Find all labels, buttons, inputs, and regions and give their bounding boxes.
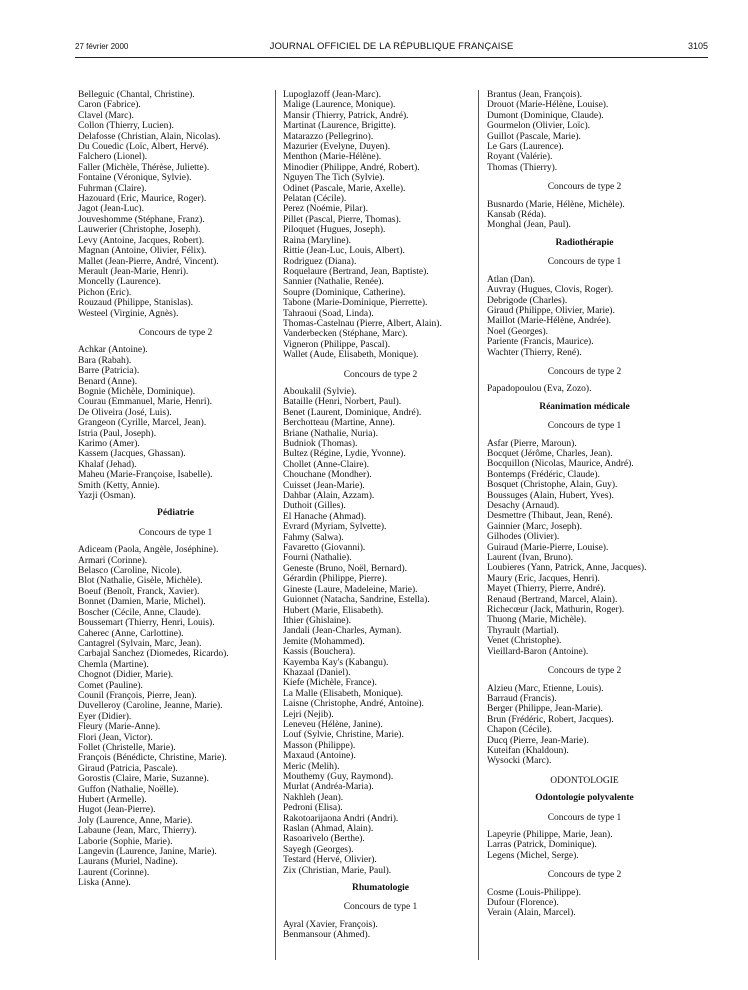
list-entry: Fleury (Marie-Anne). xyxy=(78,722,161,733)
list-entry: Kassis (Bouchera). xyxy=(283,647,356,658)
list-entry: Belasco (Caroline, Nicole). xyxy=(78,566,182,577)
list-entry: Gorostis (Claire, Marie, Suzanne). xyxy=(78,774,209,785)
list-entry: Aboukalil (Sylvie). xyxy=(283,386,357,397)
concours-heading: Concours de type 1 xyxy=(547,812,622,823)
concours-heading: Concours de type 2 xyxy=(547,870,622,881)
list-entry: Lauwerier (Christophe, Joseph). xyxy=(78,225,201,236)
list-entry: Debrigode (Charles). xyxy=(487,295,568,306)
list-entry: Levy (Antoine, Jacques, Robert). xyxy=(78,235,205,246)
list-entry: Nguyen The Tich (Sylvie). xyxy=(283,173,385,184)
list-entry: Rittie (Jean-Luc, Louis, Albert). xyxy=(283,246,405,257)
list-entry: Guillot (Pascale, Marie). xyxy=(487,131,581,142)
list-entry: Cuisset (Jean-Marie). xyxy=(283,480,365,491)
list-entry: Bognie (Michèle, Dominique). xyxy=(78,386,196,397)
concours-heading: Concours de type 2 xyxy=(343,369,418,380)
list-entry: Delafosse (Christian, Alain, Nicolas). xyxy=(78,131,221,142)
list-entry: Laurent (Ivan, Bruno). xyxy=(487,553,573,564)
list-entry: Soupre (Dominique, Catherine). xyxy=(283,287,406,298)
list-entry: Piloquet (Hugues, Joseph). xyxy=(283,225,386,236)
specialty-heading: Réanimation médicale xyxy=(539,401,630,412)
list-entry: Bosquet (Christophe, Alain, Guy). xyxy=(487,480,618,491)
list-entry: Boussemart (Thierry, Henri, Louis). xyxy=(78,618,215,629)
list-entry: Belleguic (Chantal, Christine). xyxy=(78,90,195,100)
list-entry: Ithier (Ghislaine). xyxy=(283,615,352,626)
column-separator-2 xyxy=(478,90,479,960)
list-entry: Hubert (Armelle). xyxy=(78,795,147,805)
list-entry: Guionnet (Natacha, Sandrine, Estella). xyxy=(283,595,430,606)
list-entry: Berger (Philippe, Jean-Marie). xyxy=(487,704,603,715)
list-entry: Menthon (Marie-Hélène). xyxy=(283,152,382,163)
list-entry: Giraud (Patricia, Pascale). xyxy=(78,763,178,774)
list-entry: Thyrault (Martial). xyxy=(487,625,559,636)
list-entry: Fourni (Nathalie). xyxy=(283,553,352,564)
list-entry: Rasoarivelo (Berthe). xyxy=(283,834,365,845)
list-entry: Le Gars (Laurence). xyxy=(487,142,564,153)
list-entry: Mouthemy (Guy, Raymond). xyxy=(283,772,394,782)
list-entry: Vieillard-Baron (Antoine). xyxy=(487,646,589,657)
list-entry: Maheu (Marie-Françoise, Isabelle). xyxy=(78,470,213,481)
list-entry: Chollet (Anne-Claire). xyxy=(283,459,370,470)
list-entry: Comet (Pauline). xyxy=(78,680,143,691)
list-entry: Ayral (Xavier, François). xyxy=(283,919,378,930)
list-entry: Zix (Christian, Marie, Paul). xyxy=(283,865,392,876)
list-entry: Liska (Anne). xyxy=(78,878,131,889)
list-entry: La Malle (Elisabeth, Monique). xyxy=(283,688,404,699)
list-entry: Favaretto (Giovanni). xyxy=(283,543,366,554)
list-entry: Thomas (Thierry). xyxy=(487,162,558,173)
list-entry: Gérardin (Philippe, Pierre). xyxy=(283,574,387,585)
list-entry: Hubert (Marie, Elisabeth). xyxy=(283,605,384,616)
concours-heading: Concours de type 2 xyxy=(138,327,213,338)
list-entry: Barraud (Francis). xyxy=(487,693,557,704)
list-entry: Brun (Frédéric, Robert, Jacques). xyxy=(487,714,614,725)
list-entry: El Hanache (Ahmad). xyxy=(283,511,367,522)
list-entry: Matarazzo (Pellegrino). xyxy=(283,131,374,142)
list-entry: Rakotoarijaona Andri (Andri). xyxy=(283,813,399,824)
list-entry: Renaud (Bertrand, Marcel, Alain). xyxy=(487,594,618,605)
concours-heading: Concours de type 1 xyxy=(547,257,622,268)
list-entry: Lapeyrie (Philippe, Marie, Jean). xyxy=(487,829,613,840)
list-entry: Gineste (Laure, Madeleine, Marie). xyxy=(283,584,418,595)
list-entry: Chapon (Cécile). xyxy=(487,725,552,736)
list-entry: Perez (Noémie, Pilar). xyxy=(283,204,368,215)
list-entry: Mayet (Thierry, Pierre, André). xyxy=(487,584,606,595)
list-entry: Roquelaure (Bertrand, Jean, Baptiste). xyxy=(283,266,429,277)
list-entry: Laurans (Muriel, Nadine). xyxy=(78,857,178,868)
list-entry: Benard (Anne). xyxy=(78,376,138,387)
list-entry: Jemite (Mohammed). xyxy=(283,636,365,647)
list-entry: Pichon (Eric). xyxy=(78,287,132,298)
column-3 xyxy=(487,90,682,919)
column-1 xyxy=(78,90,273,889)
list-entry: Duvelleroy (Caroline, Jeanne, Marie). xyxy=(78,701,223,712)
list-entry: Carbajal Sanchez (Diomedes, Ricardo). xyxy=(78,649,229,660)
list-entry: Verain (Alain, Marcel). xyxy=(487,908,576,919)
list-entry: Malige (Laurence, Monique). xyxy=(283,100,396,111)
list-entry: Laisne (Christophe, André, Antoine). xyxy=(283,699,424,710)
list-entry: Wysocki (Marc). xyxy=(487,756,552,767)
list-entry: Collon (Thierry, Lucien). xyxy=(78,121,174,132)
list-entry: Vigneron (Philippe, Pascal). xyxy=(283,339,391,350)
column-2 xyxy=(283,90,478,941)
list-entry: Kuteifan (Khaldoun). xyxy=(487,745,569,756)
list-entry: Cantagrel (Sylvain, Marc, Jean). xyxy=(78,638,202,649)
list-entry: Desmettre (Thibaut, Jean, René). xyxy=(487,511,613,522)
list-entry: Gilhodes (Olivier). xyxy=(487,532,560,543)
list-entry: Pedroni (Elisa). xyxy=(283,803,343,814)
list-entry: Caron (Fabrice). xyxy=(78,100,141,111)
list-entry: Hugot (Jean-Pierre). xyxy=(78,805,156,816)
list-entry: Mazurier (Evelyne, Duyen). xyxy=(283,142,391,153)
list-entry: Westeel (Virginie, Agnès). xyxy=(78,308,179,319)
list-entry: Langevin (Laurence, Janine, Marie). xyxy=(78,847,217,858)
list-entry: Falchero (Lionel). xyxy=(78,152,148,163)
list-entry: Laborie (Sophie, Marie). xyxy=(78,836,173,847)
list-entry: Khalaf (Jehad). xyxy=(78,459,137,470)
concours-heading: Concours de type 1 xyxy=(547,421,622,432)
list-entry: Eyer (Didier). xyxy=(78,711,132,722)
list-entry: Moncelly (Laurence). xyxy=(78,277,161,288)
list-entry: Noel (Georges). xyxy=(487,326,549,337)
list-entry: Bara (Rabah). xyxy=(78,355,132,366)
specialty-heading: Rhumatologie xyxy=(352,883,409,894)
list-entry: Counil (François, Pierre, Jean). xyxy=(78,690,197,701)
list-entry: Dumont (Dominique, Claude). xyxy=(487,110,604,121)
list-entry: Thomas-Castelnau (Pierre, Albert, Alain). xyxy=(283,318,442,329)
header-page-number: 3105 xyxy=(687,41,708,51)
list-entry: Leneveu (Hélène, Janine). xyxy=(283,719,383,730)
list-entry: Royant (Valérie). xyxy=(487,152,553,163)
list-entry: Fuhrman (Claire). xyxy=(78,183,147,194)
specialty-heading: Odontologie polyvalente xyxy=(535,793,634,804)
list-entry: Dufour (Florence). xyxy=(487,898,559,908)
list-entry: Joly (Laurence, Anne, Marie). xyxy=(78,815,193,826)
list-entry: Kansab (Réda). xyxy=(487,210,547,221)
header-date: 27 février 2000 xyxy=(75,42,129,51)
list-entry: Du Couedic (Loïc, Albert, Hervé). xyxy=(78,142,209,153)
list-entry: Rouzaud (Philippe, Stanislas). xyxy=(78,298,194,309)
concours-heading: Concours de type 2 xyxy=(547,366,622,377)
list-entry: Merault (Jean-Marie, Henri). xyxy=(78,266,189,277)
list-entry: Bultez (Régine, Lydie, Yvonne). xyxy=(283,449,406,460)
discipline-heading: ODONTOLOGIE xyxy=(550,775,619,786)
list-entry: Maury (Eric, Jacques, Henri). xyxy=(487,573,600,584)
list-entry: Auvray (Hugues, Clovis, Roger). xyxy=(487,285,614,296)
list-entry: Grangeon (Cyrille, Marcel, Jean). xyxy=(78,418,207,429)
list-entry: Mansir (Thierry, Patrick, André). xyxy=(283,110,409,121)
list-entry: Rodriguez (Diana). xyxy=(283,256,357,267)
list-entry: Pariente (Francis, Maurice). xyxy=(487,337,594,348)
list-entry: Dahbar (Alain, Azzam). xyxy=(283,491,375,502)
list-entry: Giraud (Philippe, Olivier, Marie). xyxy=(487,305,615,316)
list-entry: Wallet (Aude, Elisabeth, Monique). xyxy=(283,350,419,361)
list-entry: Guffon (Nathalie, Noëlle). xyxy=(78,784,179,795)
list-entry: Tabone (Marie-Dominique, Pierrette). xyxy=(283,298,428,309)
list-entry: Adiceam (Paola, Angèle, Joséphine). xyxy=(78,545,219,556)
list-entry: Maillot (Marie-Hélène, Andrée). xyxy=(487,316,611,327)
list-entry: François (Bénédicte, Christine, Marie). xyxy=(78,753,227,764)
list-entry: Nakhleh (Jean). xyxy=(283,792,344,803)
list-entry: De Oliveira (José, Luis). xyxy=(78,407,172,418)
list-entry: Bontemps (Frédéric, Claude). xyxy=(487,469,600,480)
list-entry: Bocquet (Jérôme, Charles, Jean). xyxy=(487,448,613,459)
list-entry: Meric (Melih). xyxy=(283,761,340,772)
list-entry: Sayegh (Georges). xyxy=(283,844,354,855)
list-entry: Boeuf (Benoît, Franck, Xavier). xyxy=(78,586,200,597)
list-entry: Louf (Sylvie, Christine, Marie). xyxy=(283,730,404,741)
list-entry: Budniok (Thomas). xyxy=(283,439,358,449)
list-entry: Achkar (Antoine). xyxy=(78,345,148,356)
list-entry: Masson (Philippe). xyxy=(283,740,356,751)
list-entry: Smith (Ketty, Annie). xyxy=(78,480,160,491)
list-entry: Laurent (Corinne). xyxy=(78,867,150,878)
list-entry: Chognot (Didier, Marie). xyxy=(78,670,174,681)
list-entry: Pelatan (Cécile). xyxy=(283,194,347,205)
list-entry: Duthoit (Gilles). xyxy=(283,501,346,512)
list-entry: Mallet (Jean-Pierre, André, Vincent). xyxy=(78,256,219,267)
list-entry: Flori (Jean, Victor). xyxy=(78,732,153,743)
list-entry: Clavel (Marc). xyxy=(78,110,134,121)
list-entry: Labaune (Jean, Marc, Thierry). xyxy=(78,826,197,837)
list-entry: Maxaud (Antoine). xyxy=(283,751,356,762)
list-entry: Caherec (Anne, Carlottine). xyxy=(78,628,184,639)
list-entry: Monghal (Jean, Paul). xyxy=(487,220,571,231)
list-entry: Larras (Patrick, Dominique). xyxy=(487,840,597,851)
list-entry: Vanderbecken (Stéphane, Marc). xyxy=(283,329,408,340)
list-entry: Bocquillon (Nicolas, Maurice, André). xyxy=(487,459,634,470)
header-title: JOURNAL OFFICIEL DE LA RÉPUBLIQUE FRANÇAISE xyxy=(269,41,514,52)
list-entry: Boscher (Cécile, Anne, Claude). xyxy=(78,607,201,618)
list-entry: Boussuges (Alain, Hubert, Yves). xyxy=(487,490,614,501)
list-entry: Odinet (Pascale, Marie, Axelle). xyxy=(283,183,406,194)
list-entry: Lupoglazoff (Jean-Marc). xyxy=(283,90,381,100)
list-entry: Lejri (Nejib). xyxy=(283,709,334,720)
list-entry: Benet (Laurent, Dominique, André). xyxy=(283,407,422,418)
list-entry: Geneste (Bruno, Noël, Bernard). xyxy=(283,563,407,574)
list-entry: Guiraud (Marie-Pierre, Louise). xyxy=(487,542,609,553)
list-entry: Jouveshomme (Stéphane, Franz). xyxy=(78,214,205,225)
list-entry: Asfar (Pierre, Maroun). xyxy=(487,438,577,449)
concours-heading: Concours de type 2 xyxy=(547,666,622,677)
list-entry: Khazaal (Daniel). xyxy=(283,667,351,678)
list-entry: Hazouard (Eric, Maurice, Roger). xyxy=(78,194,207,205)
list-entry: Yazji (Osman). xyxy=(78,491,136,502)
list-entry: Testard (Hervé, Olivier). xyxy=(283,855,377,866)
list-entry: Chouchane (Mondher). xyxy=(283,470,372,481)
list-entry: Tahraoui (Soad, Linda). xyxy=(283,308,374,319)
list-entry: Jagot (Jean-Luc). xyxy=(78,204,144,215)
list-entry: Bataille (Henri, Norbert, Paul). xyxy=(283,397,402,408)
list-entry: Sannier (Nathalie, Renée). xyxy=(283,277,384,288)
list-entry: Istria (Paul, Joseph). xyxy=(78,428,157,439)
concours-heading: Concours de type 1 xyxy=(138,527,213,538)
list-entry: Fahmy (Salwa). xyxy=(283,532,344,543)
list-entry: Papadopoulou (Eva, Zozo). xyxy=(487,384,592,395)
header-rule xyxy=(75,57,708,58)
list-entry: Martinat (Laurence, Brigitte). xyxy=(283,121,396,132)
list-entry: Armari (Corinne). xyxy=(78,555,148,566)
list-entry: Wachter (Thierry, René). xyxy=(487,347,582,358)
specialty-heading: Pédiatrie xyxy=(157,508,194,519)
list-entry: Chemla (Martine). xyxy=(78,659,149,670)
list-entry: Benmansour (Ahmed). xyxy=(283,930,371,941)
list-entry: Alzieu (Marc, Etienne, Louis). xyxy=(487,683,604,694)
list-entry: Magnan (Antoine, Olivier, Félix). xyxy=(78,246,207,257)
list-entry: Kayemba Kay's (Kabangu). xyxy=(283,657,389,668)
list-entry: Faller (Michèle, Thérèse, Juliette). xyxy=(78,162,210,173)
list-entry: Gainnier (Marc, Joseph). xyxy=(487,521,582,532)
list-entry: Atlan (Dan). xyxy=(487,274,536,285)
list-entry: Gourmelon (Olivier, Loïc). xyxy=(487,121,591,132)
list-entry: Brantus (Jean, François). xyxy=(487,90,582,100)
list-entry: Blot (Nathalie, Gisèle, Michèle). xyxy=(78,576,203,587)
list-entry: Pillet (Pascal, Pierre, Thomas). xyxy=(283,214,402,225)
page-header xyxy=(75,40,708,54)
list-entry: Courau (Emmanuel, Marie, Henri). xyxy=(78,397,213,408)
list-entry: Desachy (Arnaud). xyxy=(487,501,560,511)
list-entry: Minodier (Philippe, André, Robert). xyxy=(283,162,420,173)
concours-heading: Concours de type 2 xyxy=(547,182,622,193)
list-entry: Raslan (Ahmad, Alain). xyxy=(283,824,374,835)
list-entry: Evrard (Myriam, Sylvette). xyxy=(283,522,387,533)
list-entry: Kassem (Jacques, Ghassan). xyxy=(78,449,186,460)
list-entry: Fontaine (Véronique, Sylvie). xyxy=(78,173,192,184)
list-entry: Kiefe (Michèle, France). xyxy=(283,678,377,689)
list-entry: Venet (Christophe). xyxy=(487,636,562,647)
list-entry: Ducq (Pierre, Jean-Marie). xyxy=(487,735,589,746)
concours-heading: Concours de type 1 xyxy=(343,902,418,913)
list-entry: Cosme (Louis-Philippe). xyxy=(487,887,581,898)
list-entry: Murlat (Andréa-Maria). xyxy=(283,782,374,793)
list-entry: Bonnet (Damien, Marie, Michel). xyxy=(78,597,206,608)
column-separator-1 xyxy=(275,90,276,960)
list-entry: Thuong (Marie, Michèle). xyxy=(487,615,587,626)
list-entry: Jandali (Jean-Charles, Ayman). xyxy=(283,626,402,637)
list-entry: Legens (Michel, Serge). xyxy=(487,850,579,861)
list-entry: Raina (Maryline). xyxy=(283,235,352,246)
list-entry: Richecœur (Jack, Mathurin, Roger). xyxy=(487,605,625,616)
list-entry: Briane (Nathalie, Nuria). xyxy=(283,428,378,439)
list-entry: Barre (Patricia). xyxy=(78,366,140,377)
list-entry: Loubieres (Yann, Patrick, Anne, Jacques). xyxy=(487,563,647,574)
list-entry: Busnardo (Marie, Hélène, Michèle). xyxy=(487,199,625,210)
list-entry: Drouot (Marie-Hélène, Louise). xyxy=(487,100,609,111)
list-entry: Berchotteau (Martine, Anne). xyxy=(283,418,395,429)
list-entry: Karimo (Amer). xyxy=(78,439,140,449)
list-entry: Follet (Christelle, Marie). xyxy=(78,742,176,753)
specialty-heading: Radiothérapie xyxy=(555,237,614,248)
